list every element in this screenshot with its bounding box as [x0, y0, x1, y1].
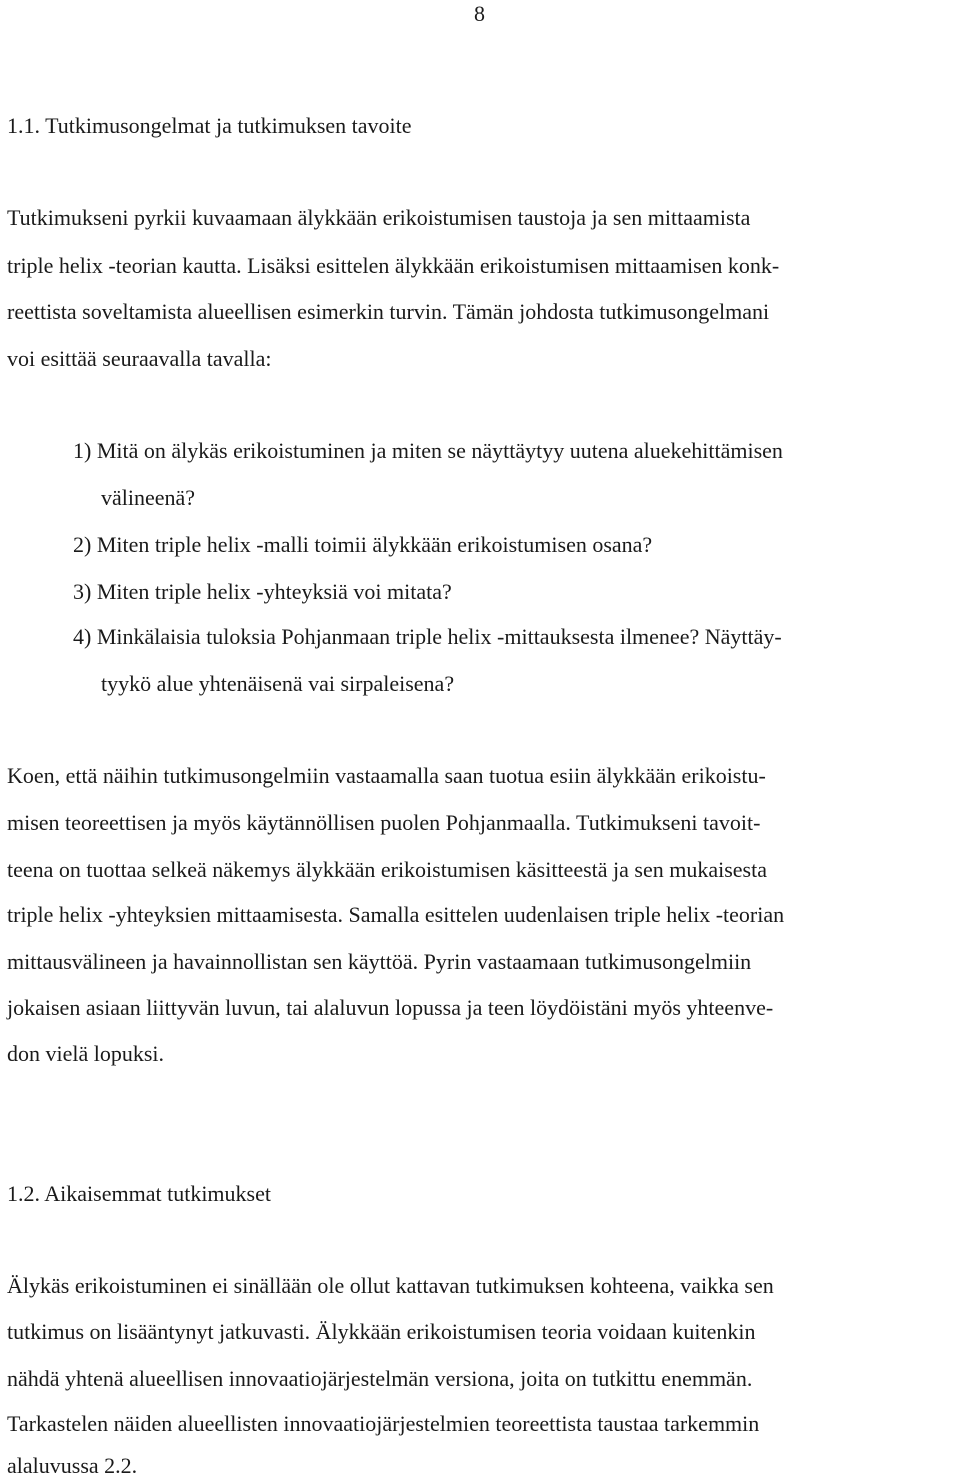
paragraph-line: alaluvussa 2.2. — [7, 1453, 138, 1478]
paragraph-line: triple helix -yhteyksien mittaamisesta. Samalla esittelen uudenlaisen triple helix -teorian — [7, 902, 785, 927]
paragraph-line: Tarkastelen näiden alueellisten innovaatiojärjestelmien teoreettista taustaa tarkemmin — [7, 1411, 760, 1436]
list-item: 2) Miten triple helix -malli toimii älykkään erikoistumisen osana? — [73, 532, 653, 557]
paragraph-line: Tutkimukseni pyrkii kuvaamaan älykkään erikoistumisen taustoja ja sen mittaamista — [7, 205, 751, 230]
page-number: 8 — [474, 1, 485, 26]
list-item-continuation: välineenä? — [101, 485, 196, 510]
paragraph-line: teena on tuottaa selkeä näkemys älykkään erikoistumisen käsitteestä ja sen mukaisesta — [7, 857, 767, 882]
paragraph-line: triple helix -teorian kautta. Lisäksi esittelen älykkään erikoistumisen mittaamisen konk- — [7, 253, 780, 278]
list-item: 4) Minkälaisia tuloksia Pohjanmaan triple helix -mittauksesta ilmenee? Näyttäy- — [73, 624, 782, 649]
paragraph-line: Koen, että näihin tutkimusongelmiin vastaamalla saan tuotua esiin älykkään erikoistu- — [7, 763, 766, 788]
section-heading-1-1: 1.1. Tutkimusongelmat ja tutkimuksen tavoite — [7, 113, 412, 138]
paragraph-line: Älykäs erikoistuminen ei sinällään ole ollut kattavan tutkimuksen kohteena, vaikka sen — [7, 1273, 774, 1298]
list-item: 3) Miten triple helix -yhteyksiä voi mitata? — [73, 579, 452, 604]
paragraph-line: misen teoreettisen ja myös käytännöllisen puolen Pohjanmaalla. Tutkimukseni tavoit- — [7, 810, 761, 835]
section-heading-1-2: 1.2. Aikaisemmat tutkimukset — [7, 1181, 271, 1206]
paragraph-line: nähdä yhtenä alueellisen innovaatiojärjestelmän versiona, joita on tutkittu enemmän. — [7, 1366, 753, 1391]
paragraph-line: tutkimus on lisääntynyt jatkuvasti. Älykkään erikoistumisen teoria voidaan kuitenkin — [7, 1319, 756, 1344]
paragraph-line: jokaisen asiaan liittyvän luvun, tai alaluvun lopussa ja teen löydöistäni myös yhteenve- — [7, 995, 774, 1020]
list-item-continuation: tyykö alue yhtenäisenä vai sirpaleisena? — [101, 671, 455, 696]
paragraph-line: don vielä lopuksi. — [7, 1041, 165, 1066]
paragraph-line: voi esittää seuraavalla tavalla: — [7, 346, 272, 371]
paragraph-line: mittausvälineen ja havainnollistan sen käyttöä. Pyrin vastaamaan tutkimusongelmiin — [7, 949, 752, 974]
paragraph-line: reettista soveltamista alueellisen esimerkin turvin. Tämän johdosta tutkimusongelmani — [7, 299, 770, 324]
list-item: 1) Mitä on älykäs erikoistuminen ja miten se näyttäytyy uutena aluekehittämisen — [73, 438, 783, 463]
